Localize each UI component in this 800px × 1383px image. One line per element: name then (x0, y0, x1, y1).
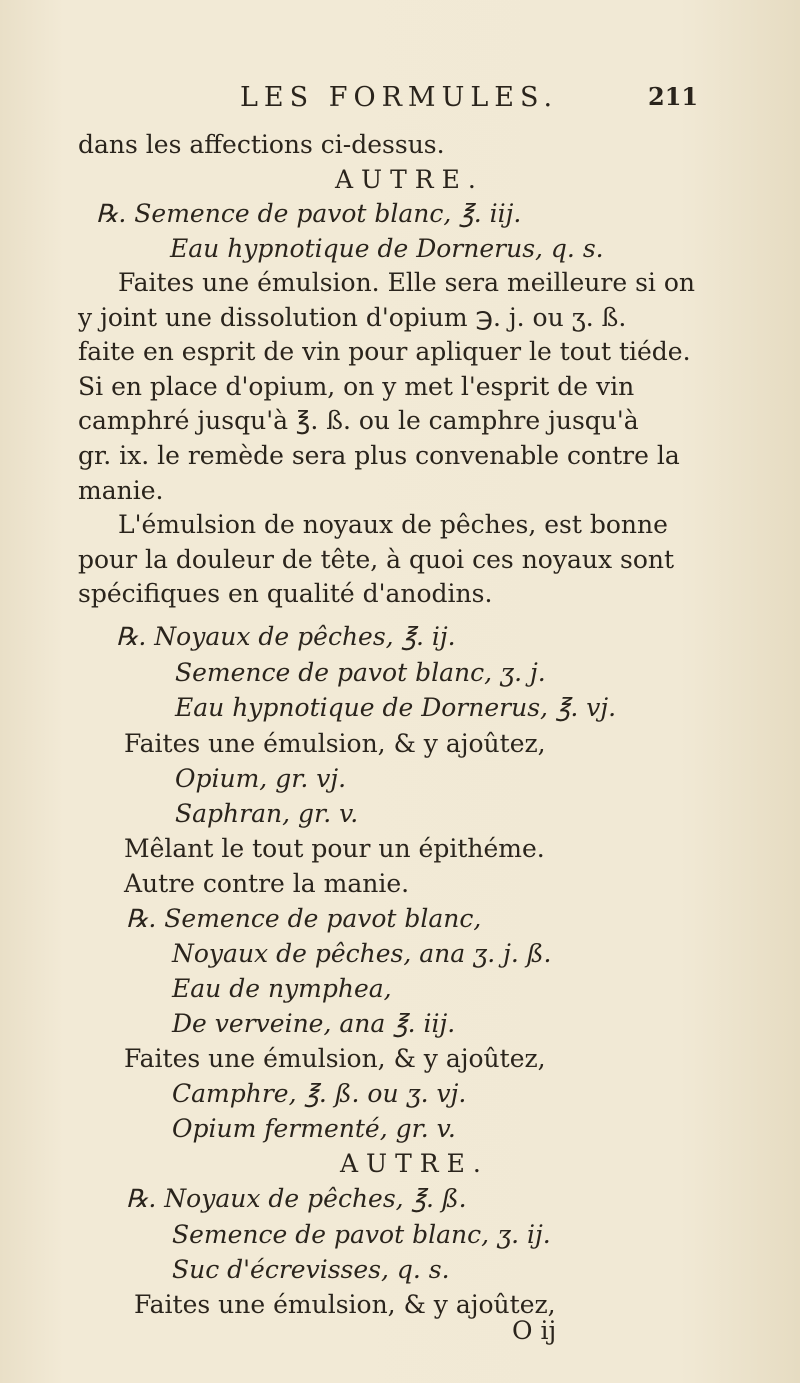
text-line: faite en esprit de vin pour apliquer le tout tiéde. (78, 337, 691, 366)
running-title: LES FORMULES. (240, 82, 559, 113)
text-line: Faites une émulsion, & y ajoûtez, (124, 1044, 546, 1073)
ingredient-line: Saphran, gr. v. (175, 799, 359, 828)
text-line: y joint une dissolution d'opium ℈. j. ou ʒ. ß. (78, 303, 627, 332)
signature-mark: O ij (512, 1316, 557, 1345)
text-line: dans les affections ci-dessus. (78, 130, 445, 159)
text-line: Si en place d'opium, on y met l'esprit de vin (78, 372, 635, 401)
ingredient-line: Eau de nymphea, (172, 974, 392, 1003)
ingredient-line: De verveine, ana ℥. iij. (172, 1009, 456, 1038)
text-line: camphré jusqu'à ℥. ß. ou le camphre jusqu'à (78, 406, 639, 435)
ingredient-line: Semence de pavot blanc, ʒ. ij. (172, 1220, 551, 1249)
ingredient-line: Noyaux de pêches, ana ʒ. j. ß. (172, 939, 552, 968)
text-line: Mêlant le tout pour un épithéme. (124, 834, 545, 863)
section-heading: AUTRE. (340, 1149, 489, 1178)
page-number: 211 (648, 82, 699, 111)
ingredient-line: Eau hypnotique de Dornerus, q. s. (170, 234, 604, 263)
text-line: Faites une émulsion, & y ajoûtez, (134, 1290, 556, 1319)
recipe-line: ℞. Semence de pavot blanc, ℥. iij. (96, 199, 522, 228)
ingredient-line: Suc d'écrevisses, q. s. (172, 1255, 450, 1284)
ingredient-line: Opium, gr. vj. (175, 764, 347, 793)
recipe-line: ℞. Noyaux de pêches, ℥. ij. (116, 622, 456, 651)
text-line: L'émulsion de noyaux de pêches, est bonne (118, 510, 668, 539)
text-line: gr. ix. le remède sera plus convenable contre la (78, 441, 680, 470)
recipe-line: ℞. Noyaux de pêches, ℥. ß. (126, 1184, 467, 1213)
text-line: Faites une émulsion, & y ajoûtez, (124, 729, 546, 758)
section-heading: AUTRE. (335, 165, 484, 194)
ingredient-line: Opium fermenté, gr. v. (172, 1114, 456, 1143)
text-line: Faites une émulsion. Elle sera meilleure si on (118, 268, 695, 297)
text-line: Autre contre la manie. (124, 869, 410, 898)
recipe-line: ℞. Semence de pavot blanc, (126, 904, 482, 933)
ingredient-line: Semence de pavot blanc, ʒ. j. (175, 658, 546, 687)
ingredient-line: Eau hypnotique de Dornerus, ℥. vj. (175, 693, 617, 722)
text-line: manie. (78, 476, 164, 505)
text-line: spécifiques en qualité d'anodins. (78, 579, 493, 608)
page-header (0, 82, 800, 122)
ingredient-line: Camphre, ℥. ß. ou ʒ. vj. (172, 1079, 467, 1108)
text-line: pour la douleur de tête, à quoi ces noyaux sont (78, 545, 675, 574)
